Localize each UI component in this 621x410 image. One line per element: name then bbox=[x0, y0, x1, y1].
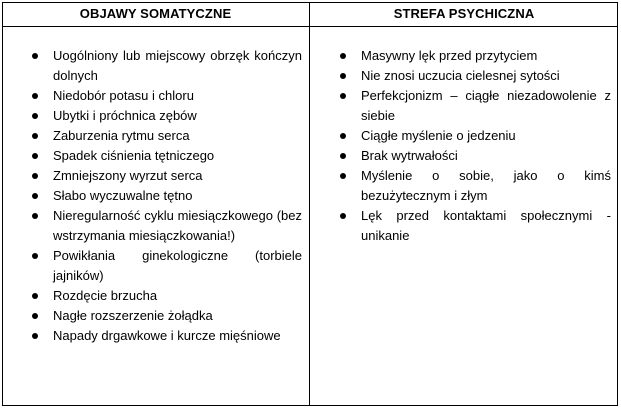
header-psychic-sphere: STREFA PSYCHICZNA bbox=[393, 6, 535, 21]
bullet-icon bbox=[340, 73, 346, 79]
bullet-icon bbox=[32, 173, 38, 179]
bullet-icon bbox=[32, 253, 38, 259]
bullet-icon bbox=[32, 193, 38, 199]
list-item bbox=[338, 46, 611, 66]
list-item-text: Powikłania ginekologiczne (torbiele jajników) bbox=[53, 248, 302, 283]
bullet-icon bbox=[340, 53, 346, 59]
somatic-symptoms-list bbox=[30, 46, 302, 346]
list-item bbox=[338, 146, 611, 166]
list-item bbox=[30, 86, 302, 106]
list-item-text: Nieregularność cyklu miesiączkowego (bez wstrzymania miesiączkowania!) bbox=[53, 208, 302, 243]
list-item-text: Brak wytrwałości bbox=[361, 148, 458, 163]
list-item bbox=[30, 146, 302, 166]
bullet-icon bbox=[32, 153, 38, 159]
bullet-icon bbox=[32, 293, 38, 299]
list-item bbox=[338, 126, 611, 146]
bullet-icon bbox=[32, 113, 38, 119]
list-item bbox=[30, 286, 302, 306]
list-item-text: Lęk przed kontaktami społecznymi - unikanie bbox=[361, 208, 611, 243]
list-item-text: Myślenie o sobie, jako o kimś bezużytecznym i złym bbox=[361, 168, 611, 203]
bullet-icon bbox=[32, 93, 38, 99]
bullet-icon bbox=[32, 313, 38, 319]
bullet-icon bbox=[340, 93, 346, 99]
list-item bbox=[30, 46, 302, 86]
bullet-icon bbox=[340, 213, 346, 219]
list-item-text: Zaburzenia rytmu serca bbox=[53, 128, 190, 143]
bullet-icon bbox=[340, 133, 346, 139]
list-item bbox=[30, 306, 302, 326]
bullet-icon bbox=[32, 53, 38, 59]
list-item-text: Masywny lęk przed przytyciem bbox=[361, 48, 538, 63]
list-item bbox=[338, 206, 611, 246]
list-item-text: Zmniejszony wyrzut serca bbox=[53, 168, 203, 183]
list-item-text: Niedobór potasu i chloru bbox=[53, 88, 194, 103]
bullet-icon bbox=[32, 213, 38, 219]
list-item bbox=[30, 106, 302, 126]
header-divider bbox=[2, 26, 618, 27]
column-divider bbox=[309, 2, 310, 406]
list-item bbox=[30, 166, 302, 186]
list-item-text: Rozdęcie brzucha bbox=[53, 288, 158, 303]
list-item-text: Ubytki i próchnica zębów bbox=[53, 108, 197, 123]
list-item-text: Słabo wyczuwalne tętno bbox=[53, 188, 193, 203]
list-item-text: Spadek ciśnienia tętniczego bbox=[53, 148, 215, 163]
list-item-text: Uogólniony lub miejscowy obrzęk kończyn dolnych bbox=[53, 48, 302, 83]
list-item bbox=[30, 246, 302, 286]
list-item bbox=[30, 186, 302, 206]
psychic-symptoms-list bbox=[338, 46, 611, 246]
list-item-text: Ciągłe myślenie o jedzeniu bbox=[361, 128, 516, 143]
bullet-icon bbox=[340, 153, 346, 159]
header-somatic-symptoms: OBJAWY SOMATYCZNE bbox=[79, 6, 232, 21]
list-item-text: Nie znosi uczucia cielesnej sytości bbox=[361, 68, 560, 83]
bullet-icon bbox=[32, 333, 38, 339]
list-item bbox=[338, 86, 611, 126]
bullet-icon bbox=[340, 173, 346, 179]
list-item-text: Perfekcjonizm – ciągłe niezadowolenie z siebie bbox=[361, 88, 611, 123]
list-item bbox=[338, 166, 611, 206]
list-item-text: Nagłe rozszerzenie żołądka bbox=[53, 308, 213, 323]
bullet-icon bbox=[32, 133, 38, 139]
list-item bbox=[30, 326, 302, 346]
list-item-text: Napady drgawkowe i kurcze mięśniowe bbox=[53, 328, 281, 343]
list-item bbox=[30, 206, 302, 246]
list-item bbox=[30, 126, 302, 146]
list-item bbox=[338, 66, 611, 86]
